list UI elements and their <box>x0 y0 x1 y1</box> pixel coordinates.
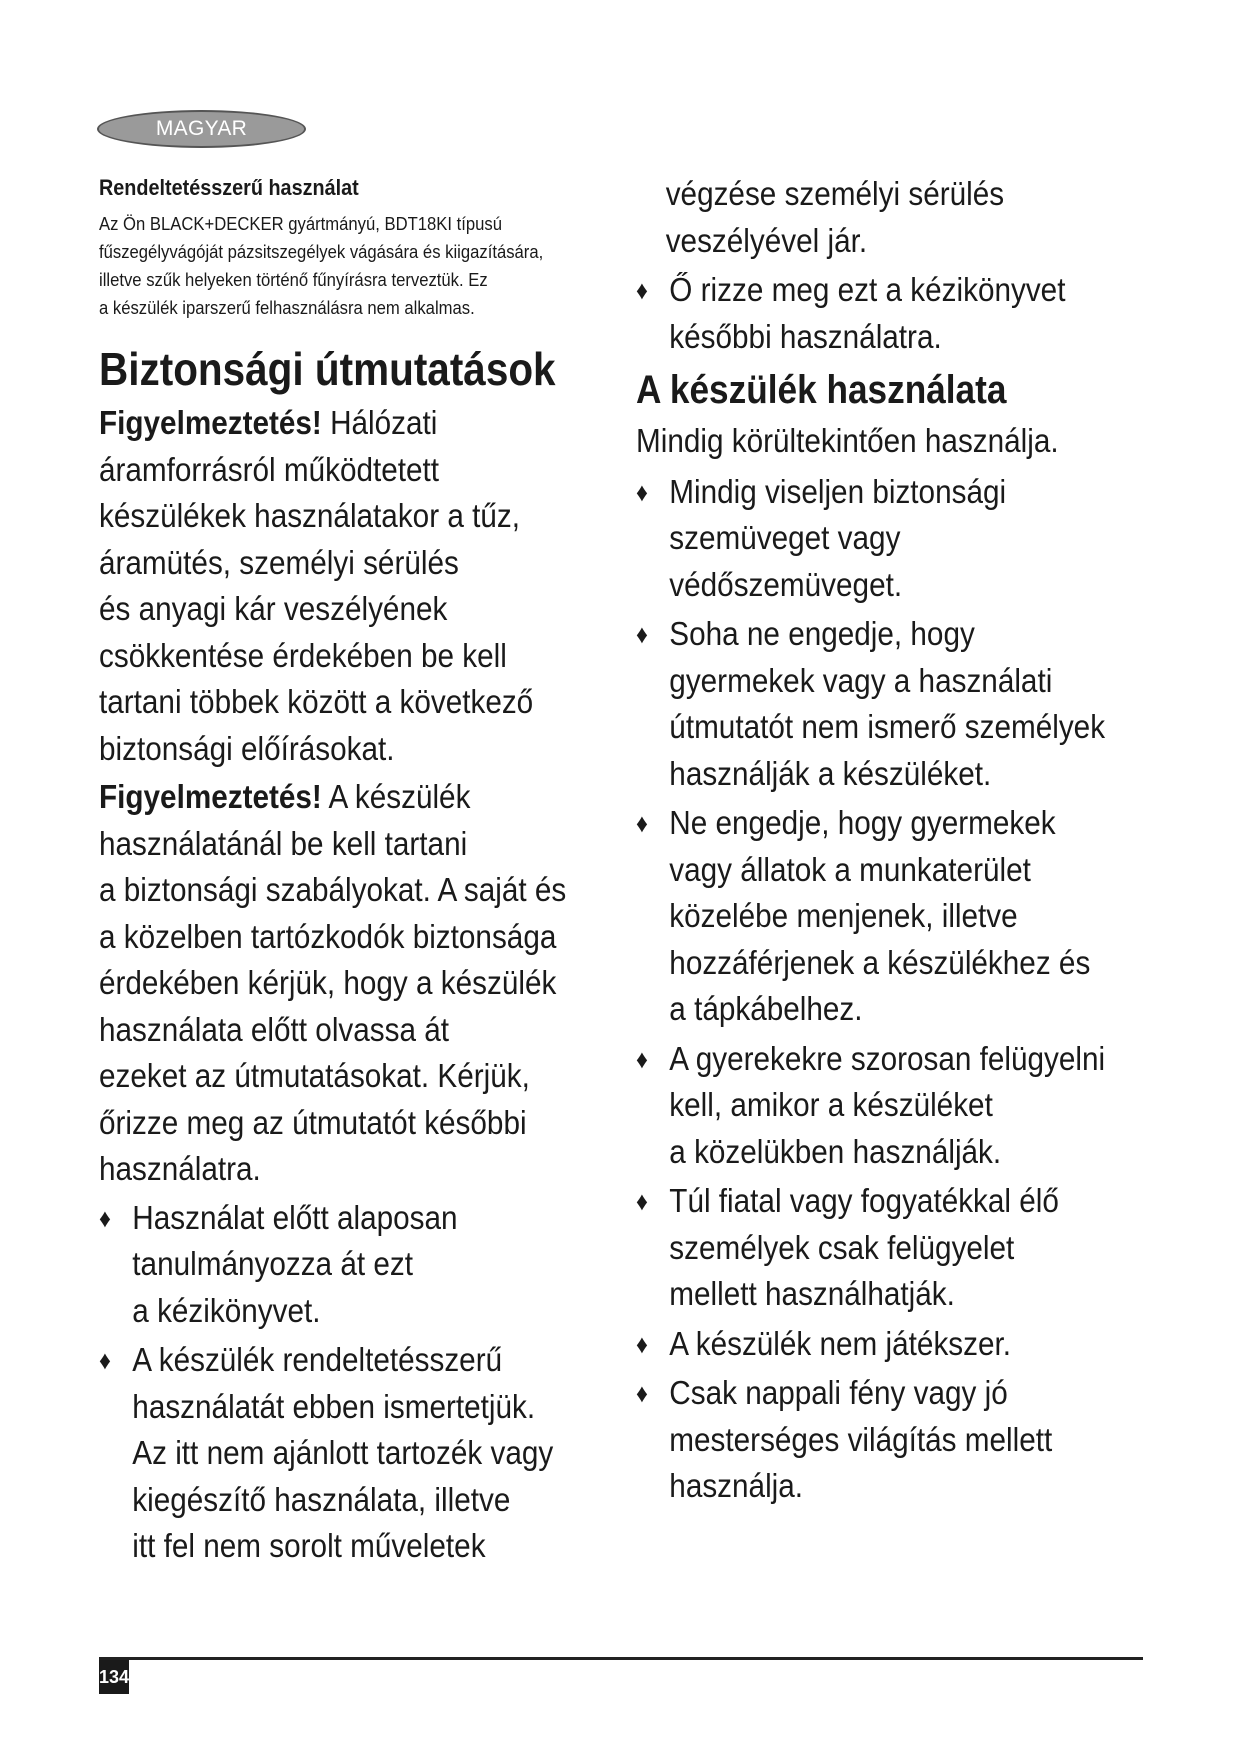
list-item <box>99 1337 567 1570</box>
list-item <box>636 611 1104 797</box>
bullet-line: itt fel nem sorolt műveletek <box>132 1527 486 1564</box>
list-item <box>636 800 1104 1033</box>
paragraph-line: készülékek használatakor a tűz, <box>99 497 520 534</box>
bullet-line: használják a készüléket. <box>669 754 992 792</box>
bullet-line: Használat előtt alaposan <box>132 1198 458 1236</box>
bullet-line: a közelükben használják. <box>669 1132 1002 1170</box>
bullet-line: A gyerekekre szorosan felügyelni <box>669 1039 1106 1077</box>
bullet-line: Túl fiatal vagy fogyatékkal élő <box>669 1182 1059 1219</box>
warning-paragraph-1 <box>99 400 567 772</box>
continued-line: végzése személyi sérülés <box>665 175 1005 212</box>
paragraph-line: áramütés, személyi sérülés <box>99 543 459 581</box>
warning-paragraph-2 <box>99 774 567 1193</box>
list-item <box>636 469 1104 609</box>
paragraph-line: ezeket az útmutatásokat. Kérjük, <box>99 1057 530 1094</box>
safety-bullet-list-right <box>636 267 1156 360</box>
diamond-bullet-icon: ♦ <box>636 619 648 649</box>
bullet-line: mesterséges világítás mellett <box>669 1420 1053 1458</box>
bullet-line: Soha ne engedje, hogy <box>669 615 975 652</box>
list-item <box>636 1321 1104 1368</box>
diamond-bullet-icon: ♦ <box>99 1345 111 1375</box>
paragraph-line: áramforrásról működtetett <box>99 450 440 488</box>
intro-line: Az Ön BLACK+DECKER gyártmányú, BDT18KI típusú <box>99 213 503 234</box>
paragraph-line: tartani többek között a következő <box>99 683 534 720</box>
bullet-line: A készülék nem játékszer. <box>669 1324 1012 1362</box>
paragraph-line: használatra. <box>99 1150 261 1187</box>
paragraph-line: a biztonsági szabályokat. A saját és <box>99 871 567 908</box>
usage-title: A készülék használata <box>636 368 1007 412</box>
diamond-bullet-icon: ♦ <box>636 808 648 838</box>
page-number: 134 <box>99 1660 129 1694</box>
bullet-line: Ő rizze meg ezt a kézikönyvet <box>669 271 1066 308</box>
diamond-bullet-icon: ♦ <box>636 1378 648 1408</box>
bullet-line: Csak nappali fény vagy jó <box>669 1374 1008 1411</box>
continued-line: veszélyével jár. <box>665 221 868 259</box>
paragraph-line: a közelben tartózkodók biztonsága <box>99 917 557 955</box>
diamond-bullet-icon: ♦ <box>636 275 648 305</box>
language-badge: MAGYAR <box>97 110 306 148</box>
paragraph-line: használata előtt olvassa át <box>99 1010 450 1048</box>
safety-title: Biztonsági útmutatások <box>99 343 556 395</box>
bullet-line: a kézikönyvet. <box>132 1291 321 1329</box>
right-column <box>636 171 1156 1513</box>
paragraph-line: csökkentése érdekében be kell <box>99 636 507 674</box>
safety-bullet-list-left <box>99 1195 619 1570</box>
usage-intro: Mindig körültekintően használja. <box>636 422 1059 459</box>
bullet-line: tanulmányozza át ezt <box>132 1245 413 1282</box>
bullet-line: közelébe menjenek, illetve <box>669 897 1018 934</box>
diamond-bullet-icon: ♦ <box>636 1328 648 1359</box>
bullet-line: kell, amikor a készüléket <box>669 1086 993 1123</box>
bullet-line: vagy állatok a munkaterület <box>669 850 1031 888</box>
bullet-line: útmutatót nem ismerő személyek <box>669 708 1106 745</box>
warning-label: Figyelmeztetés! <box>99 404 322 441</box>
bullet-line: A készülék rendeltetésszerű <box>132 1341 503 1378</box>
list-item <box>636 1036 1104 1176</box>
intro-line: a készülék iparszerű felhasználásra nem alkalmas. <box>99 297 475 318</box>
list-item <box>636 267 1104 360</box>
paragraph-line: biztonsági előírásokat. <box>99 729 395 767</box>
bullet-line: hozzáférjenek a készülékhez és <box>669 943 1091 981</box>
bullet-line: személyek csak felügyelet <box>669 1228 1015 1266</box>
warning-label: Figyelmeztetés! <box>99 778 322 815</box>
bullet-line: Az itt nem ajánlott tartozék vagy <box>132 1434 554 1471</box>
left-column <box>99 173 619 1573</box>
bullet-line: használja. <box>669 1467 804 1504</box>
paragraph-line: használatánál be kell tartani <box>99 824 468 862</box>
bullet-line: későbbi használatra. <box>669 317 942 355</box>
bullet-line: mellett használhatják. <box>669 1275 955 1312</box>
bullet-line: használatát ebben ismertetjük. <box>132 1387 536 1425</box>
paragraph-line: őrizze meg az útmutatót későbbi <box>99 1103 527 1141</box>
bullet-line: kiegészítő használata, illetve <box>132 1480 511 1518</box>
paragraph-line: érdekében kérjük, hogy a készülék <box>99 964 557 1001</box>
bullet-line: a tápkábelhez. <box>669 990 863 1027</box>
warning-text: A készülék <box>321 778 471 815</box>
list-item <box>636 1370 1104 1510</box>
paragraph-line: és anyagi kár veszélyének <box>99 590 448 627</box>
bullet-line: Ne engedje, hogy gyermekek <box>669 804 1056 841</box>
list-item <box>99 1195 567 1335</box>
diamond-bullet-icon: ♦ <box>99 1202 111 1233</box>
usage-bullet-list <box>636 469 1156 1510</box>
intended-use-text <box>99 210 567 322</box>
diamond-bullet-icon: ♦ <box>636 476 648 507</box>
bullet-line: védőszemüveget. <box>669 565 903 603</box>
footer-divider <box>99 1657 1143 1660</box>
warning-text: Hálózati <box>321 404 438 441</box>
bullet-line: Mindig viseljen biztonsági <box>669 472 1007 510</box>
diamond-bullet-icon: ♦ <box>636 1186 648 1216</box>
bullet-line: szemüveget vagy <box>669 519 901 556</box>
intro-line: fűszegélyvágóját pázsitszegélyek vágására és kiigazítására, <box>99 241 544 262</box>
intro-line: illetve szűk helyeken történő fűnyírásra terveztük. Ez <box>99 269 488 290</box>
bullet-line: gyermekek vagy a használati <box>669 661 1053 699</box>
intended-use-heading: Rendeltetésszerű használat <box>99 175 359 200</box>
diamond-bullet-icon: ♦ <box>636 1043 648 1074</box>
list-item <box>636 1178 1104 1318</box>
